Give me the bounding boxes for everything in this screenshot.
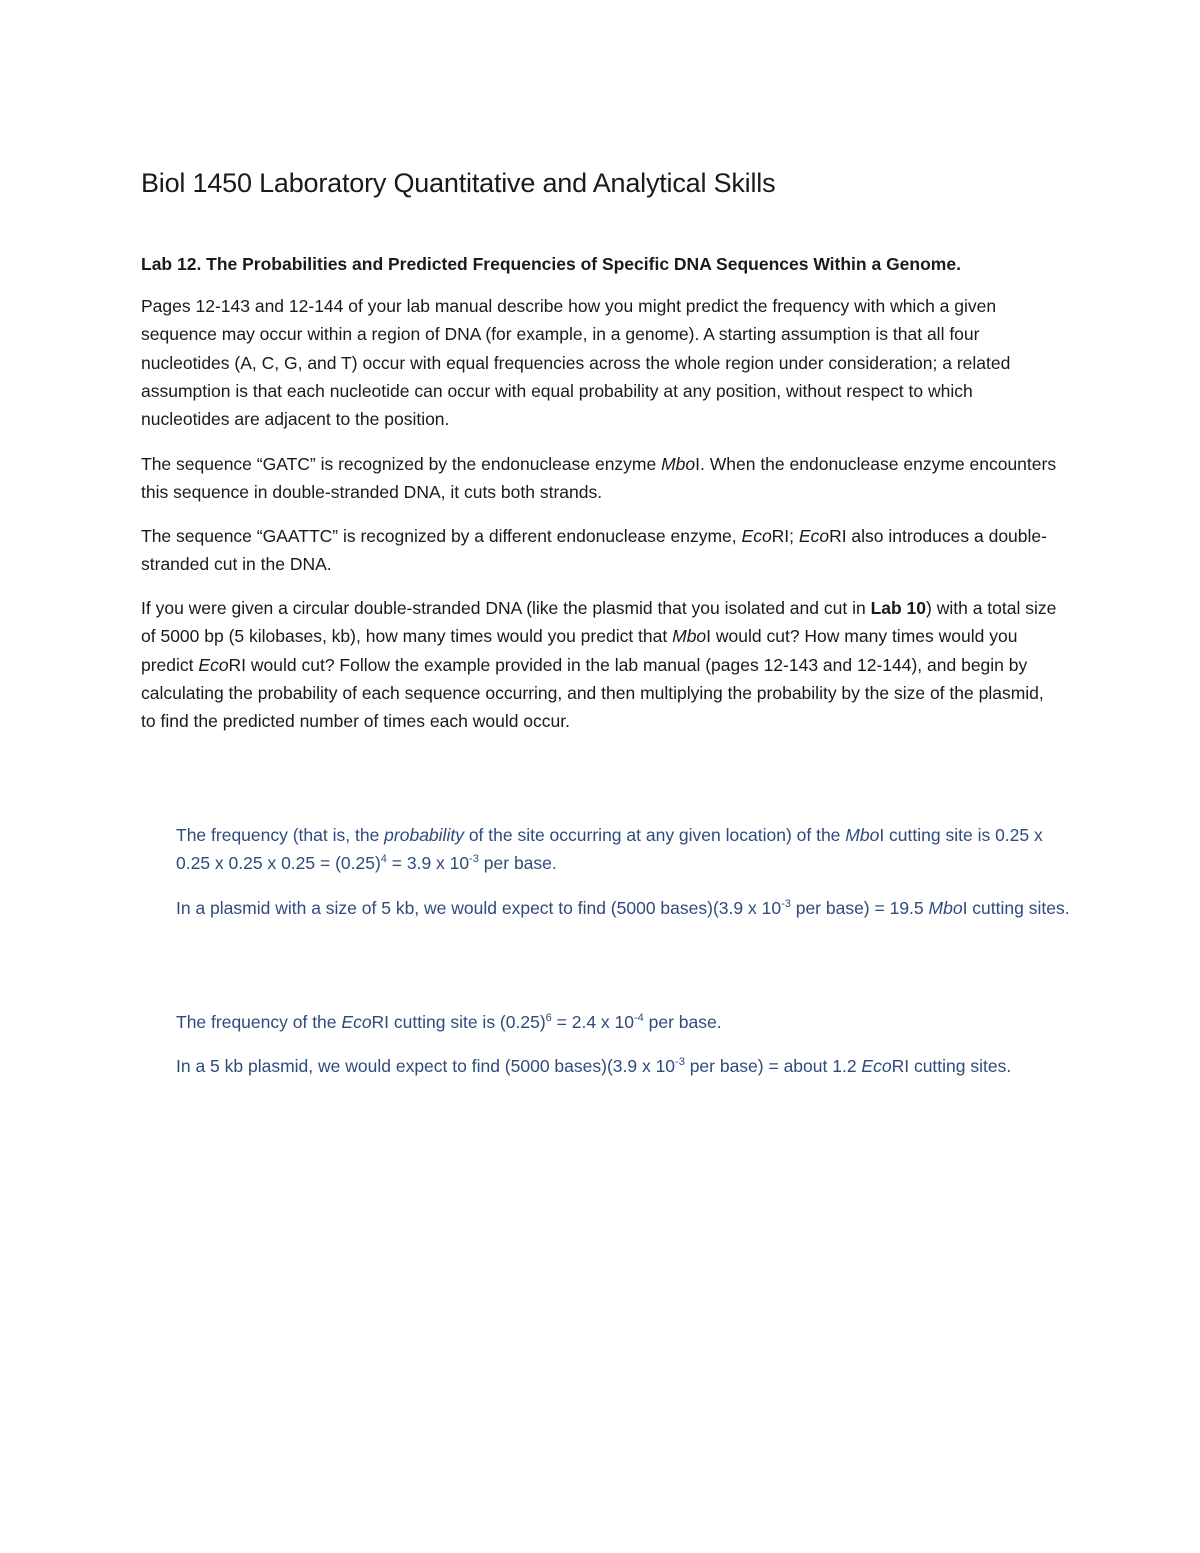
paragraph-mboi: The sequence “GATC” is recognized by the endonuclease enzyme MboI. When the endonuclease enzyme encounters this sequence in double-stranded DNA, it cuts both strands.: [141, 454, 1057, 503]
enzyme-name: Mbo: [845, 825, 880, 845]
answer-ecori-frequency: The frequency of the EcoRI cutting site is $(0.25)^6 = 2.4$ x $10^{-4}$ per base.: [176, 1012, 722, 1032]
enzyme-name: Eco: [198, 654, 229, 675]
paragraph-intro: Pages 12-143 and 12-144 of your lab manual describe how you might predict the frequency with which a given sequence may occur within a region of DNA (for example, in a genome). A starting assumption is that all four nucleotides (A, C, G, and T) occur with equal frequencies across the whole region under consideration; a related assumption is that each nucleotide can occur with equal probability at any position, without respect to which nucleotides are adjacent to the position.: [141, 296, 1011, 430]
paragraph-question: If you were given a circular double-stranded DNA (like the plasmid that you isolated and cut in Lab 10) with a total size of 5000 bp (5 kilobases, kb), how many times would you predict that MboI would cut? How many times would you predict EcoRI would cut? Follow the example provided in the lab manual (pages 12-143 and 12-144), and begin by calculating the probability of each sequence occurring, and then multiplying the probability by the size of the plasmid, to find the predicted number of times each would occur.: [141, 598, 1057, 732]
paragraph-ecori: The sequence “GAATTC” is recognized by a different endonuclease enzyme, EcoRI; EcoRI also introduces a double-stranded cut in the DNA.: [141, 526, 1047, 575]
lab-reference: Lab 10: [870, 598, 927, 618]
enzyme-name: Eco: [798, 526, 830, 546]
enzyme-name: Mbo: [672, 626, 707, 647]
enzyme-name: Mbo: [661, 454, 696, 474]
document-title: Biol 1450 Laboratory Quantitative and Analytical Skills: [141, 168, 776, 198]
answer-mboi-frequency: The frequency (that is, the probability of the site occurring at any given location) of the MboI cutting site is 0.25 x 0.25 x 0.25 x $0.25 = (0.25)^4 = 3.9$ x $10^{-3}$ per base.: [176, 825, 1043, 874]
enzyme-name: Mbo: [928, 898, 963, 918]
lab-heading: Lab 12. The Probabilities and Predicted Frequencies of Specific DNA Sequences Within a Genome.: [141, 254, 961, 274]
enzyme-name: Eco: [741, 526, 772, 546]
enzyme-name: Eco: [861, 1056, 892, 1076]
enzyme-name: Eco: [341, 1012, 372, 1032]
answer-ecori-sites: In a 5 kb plasmid, we would expect to find (5000 bases)(3.9 x $10^{-3}$ per base) = about 1.2 EcoRI cutting sites.: [176, 1056, 1012, 1076]
answer-mboi-sites: In a plasmid with a size of 5 kb, we would expect to find (5000 bases)(3.9 x $10^{-3}$ per base) = 19.5 MboI cutting sites.: [176, 898, 1070, 918]
